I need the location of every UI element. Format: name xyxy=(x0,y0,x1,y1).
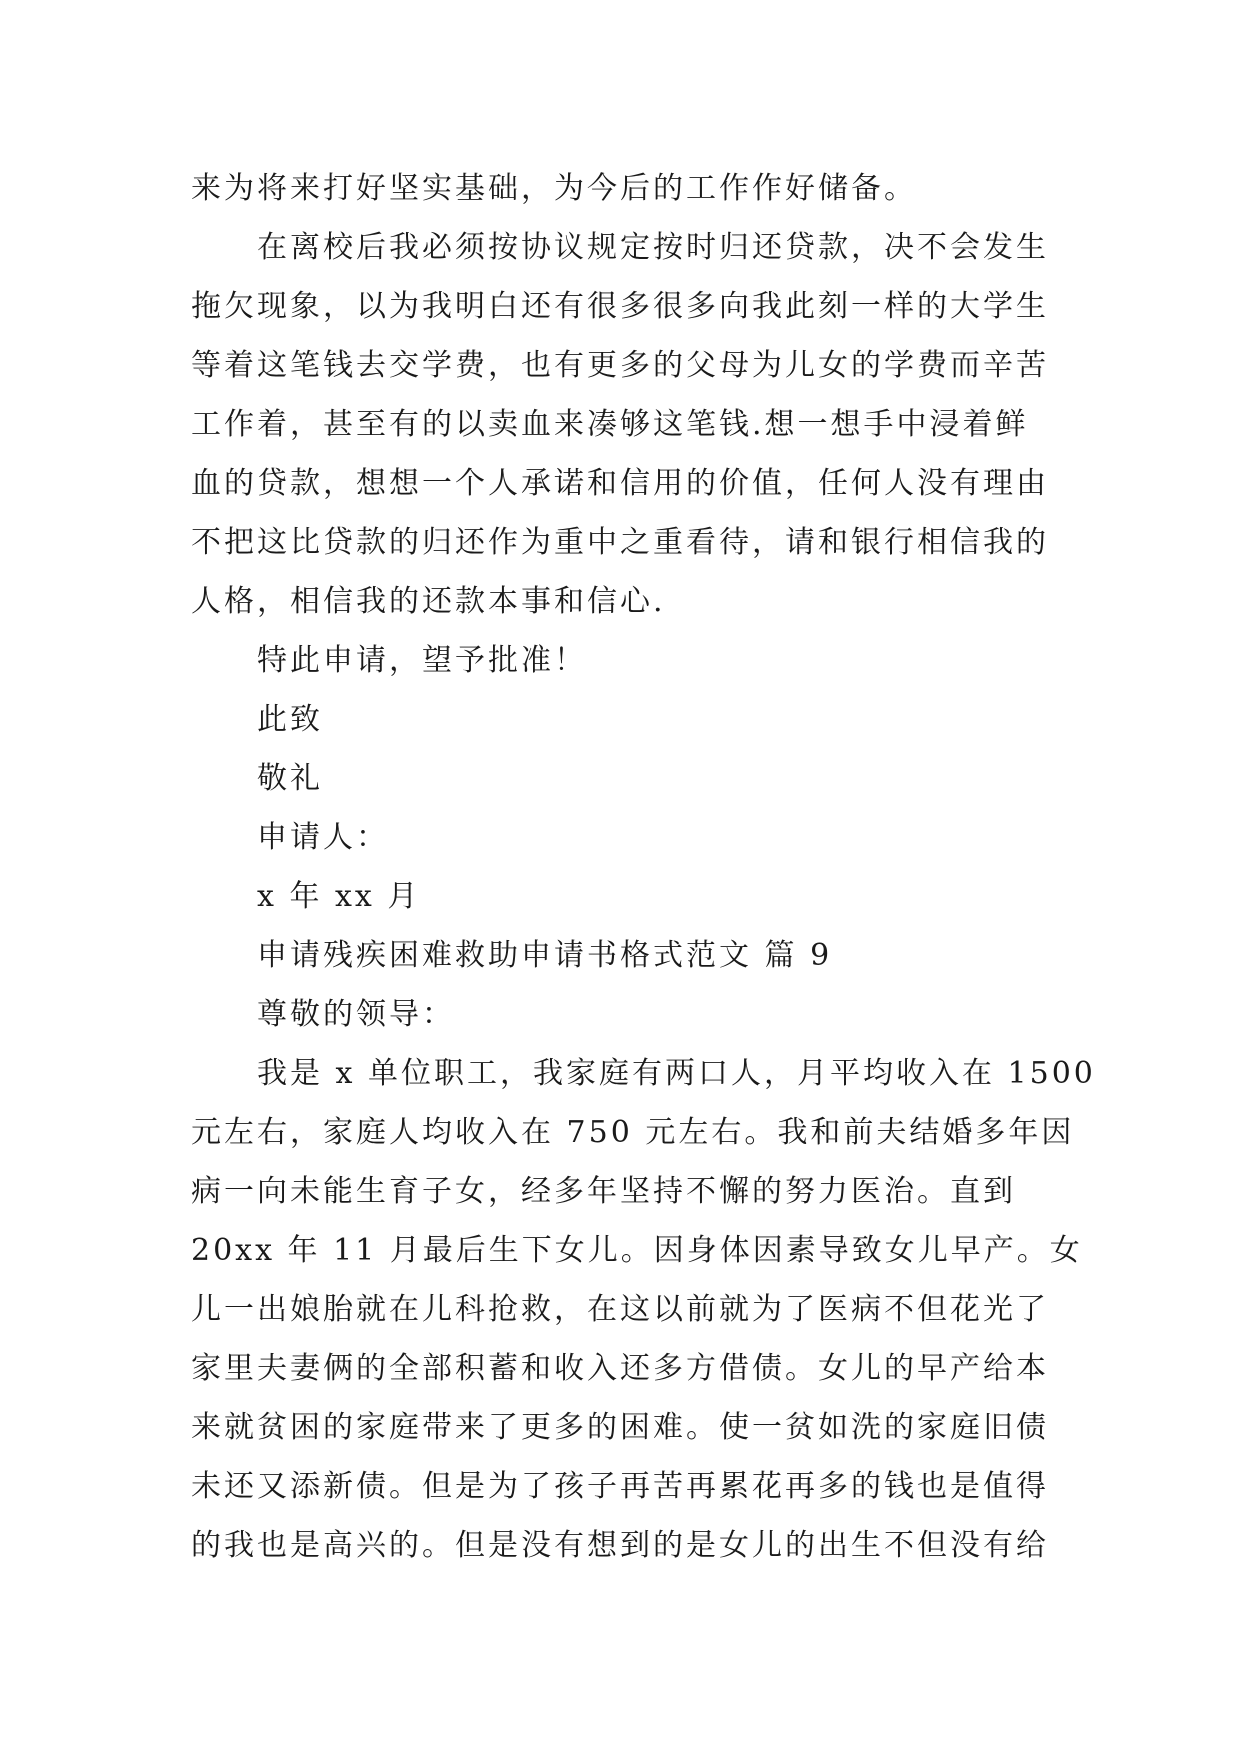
text-line: 病一向未能生育子女，经多年坚持不懈的努力医治。直到 xyxy=(191,1174,1016,1209)
text-line: 血的贷款，想想一个人承诺和信用的价值，任何人没有理由 xyxy=(191,466,1049,501)
text-line: x 年 xx 月 xyxy=(257,879,421,914)
text-line: 不把这比贷款的归还作为重中之重看待，请和银行相信我的 xyxy=(191,525,1049,560)
text-line: 来就贫困的家庭带来了更多的困难。使一贫如洗的家庭旧债 xyxy=(191,1410,1049,1445)
text-line: 申请残疾困难救助申请书格式范文 篇 9 xyxy=(257,938,833,973)
text-line: 特此申请，望予批准！ xyxy=(257,643,587,678)
text-line: 的我也是高兴的。但是没有想到的是女儿的出生不但没有给 xyxy=(191,1528,1049,1563)
text-line: 等着这笔钱去交学费，也有更多的父母为儿女的学费而辛苦 xyxy=(191,348,1049,383)
text-line: 敬礼 xyxy=(257,761,323,796)
text-line: 儿一出娘胎就在儿科抢救，在这以前就为了医病不但花光了 xyxy=(191,1292,1049,1327)
text-line: 元左右，家庭人均收入在 750 元左右。我和前夫结婚多年因 xyxy=(191,1115,1075,1150)
text-line: 拖欠现象，以为我明白还有很多很多向我此刻一样的大学生 xyxy=(191,289,1049,324)
text-line: 工作着，甚至有的以卖血来凑够这笔钱.想一想手中浸着鲜 xyxy=(191,407,1029,442)
text-line: 此致 xyxy=(257,702,323,737)
text-line: 在离校后我必须按协议规定按时归还贷款，决不会发生 xyxy=(257,230,1049,265)
text-line: 未还又添新债。但是为了孩子再苦再累花再多的钱也是值得 xyxy=(191,1469,1049,1504)
text-line: 20xx 年 11 月最后生下女儿。因身体因素导致女儿早产。女 xyxy=(191,1233,1083,1268)
text-line: 家里夫妻俩的全部积蓄和收入还多方借债。女儿的早产给本 xyxy=(191,1351,1049,1386)
text-line: 我是 x 单位职工，我家庭有两口人，月平均收入在 1500 xyxy=(257,1056,1096,1091)
text-line: 人格，相信我的还款本事和信心. xyxy=(191,584,666,619)
text-line: 来为将来打好坚实基础，为今后的工作作好储备。 xyxy=(191,171,917,206)
text-line: 申请人： xyxy=(257,820,389,855)
text-line: 尊敬的领导： xyxy=(257,997,455,1032)
body-text xyxy=(191,159,1096,1575)
